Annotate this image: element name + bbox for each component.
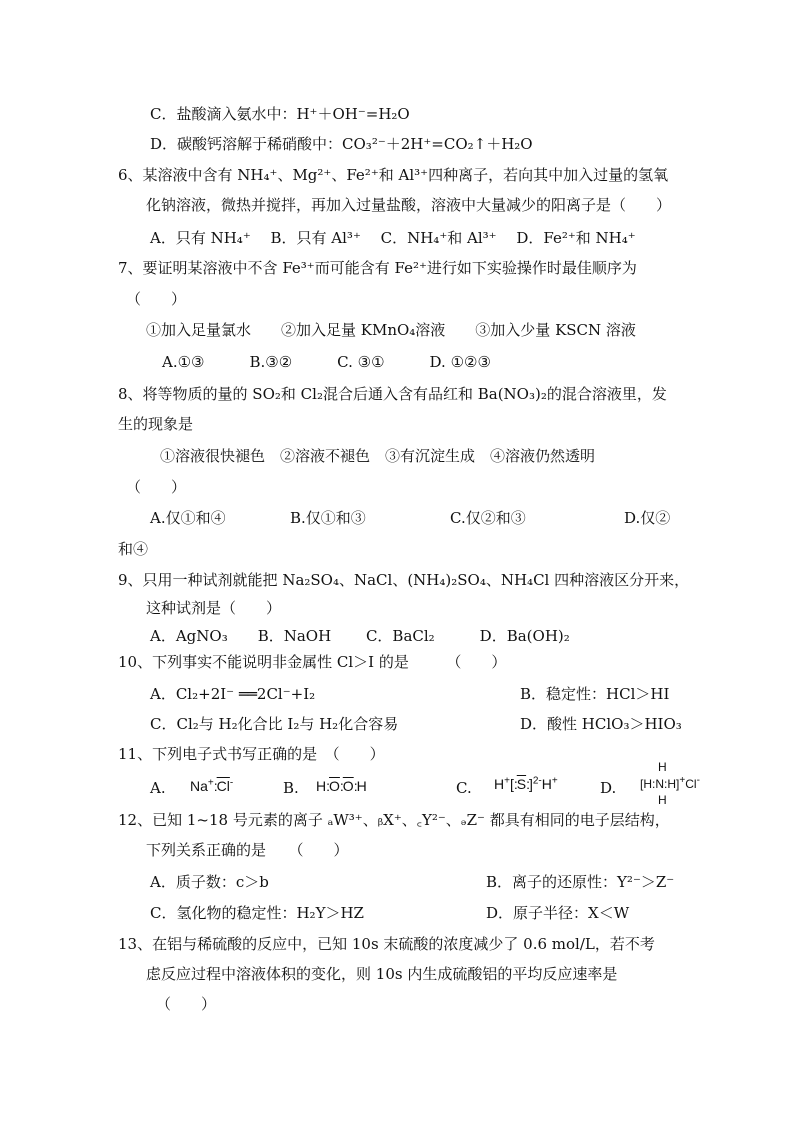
q11-b-h1: H <box>316 778 327 794</box>
q11-b-o2: $\overline{O}$ <box>342 778 354 794</box>
q11-formula-c: $H^+[:\overline{S}:]^{2-}H^+$ <box>494 775 558 792</box>
question-8-phenomena: ①溶液很快褪色 ②溶液不褪色 ③有沉淀生成 ④溶液仍然透明 <box>160 447 596 465</box>
question-6-line1: 6、某溶液中含有 NH₄⁺、Mg²⁺、Fe²⁺和 Al³⁺四种离子，若向其中加入过量的氢氧 <box>118 166 669 184</box>
question-12-option-a: A．质子数：c＞b <box>150 873 269 891</box>
question-13-blank: （ ） <box>156 995 217 1013</box>
q11-c-sulfur: $\overline{S}$ <box>516 776 527 792</box>
q11-d-h-top: H <box>658 760 667 774</box>
question-8-line2: 生的现象是 <box>118 415 194 433</box>
q11-formula-d <box>640 760 720 810</box>
question-7-steps: ①加入足量氯水 ②加入足量 KMnO₄溶液 ③加入少量 KSCN 溶液 <box>146 321 636 339</box>
question-9-options: A．AgNO₃ B．NaOH C．BaCl₂ D．Ba(OH)₂ <box>150 627 570 645</box>
option-5d: D．碳酸钙溶解于稀硝酸中：CO₃²⁻＋2H⁺=CO₂↑＋H₂O <box>150 135 533 153</box>
question-12-option-d: D．原子半径：X＜W <box>486 904 630 922</box>
q11-a-sodium: Na <box>190 778 208 794</box>
question-8-option-a: A.仅①和④ <box>150 509 226 527</box>
question-10-stem: 10、下列事实不能说明非金属性 Cl＞I 的是 （ ） <box>118 653 507 671</box>
question-6-line2: 化钠溶液，微热并搅拌，再加入过量盐酸，溶液中大量减少的阳离子是（ ） <box>146 196 672 214</box>
q11-formula-b: $H:\overline{O}:\overline{O}:H$ <box>316 778 367 794</box>
question-8-option-d: D.仅② <box>624 509 671 527</box>
q11-formula-a: $Na^+:\overline{Cl}^-$ <box>190 777 234 794</box>
question-13-line1: 13、在铝与稀硫酸的反应中，已知 10s 末硫酸的浓度减少了 0.6 mol/L，若不考 <box>118 935 655 953</box>
question-8-option-c: C.仅②和③ <box>450 509 526 527</box>
question-9-line2: 这种试剂是（ ） <box>146 599 282 617</box>
option-5c: C．盐酸滴入氨水中：H⁺＋OH⁻=H₂O <box>150 105 410 123</box>
q11-option-c-label: C. <box>456 779 472 797</box>
question-6-options: A．只有 NH₄⁺ B．只有 Al³⁺ C．NH₄⁺和 Al³⁺ D．Fe²⁺和 NH₄⁺ <box>150 229 636 247</box>
question-10-option-c: C．Cl₂与 H₂化合比 I₂与 H₂化合容易 <box>150 715 399 733</box>
question-12-line2: 下列关系正确的是 （ ） <box>146 841 349 859</box>
question-8-option-d-cont: 和④ <box>118 540 149 558</box>
q11-a-colon: : <box>213 778 217 794</box>
question-7-options: A.①③ B.③② C. ③① D. ①②③ <box>162 353 491 371</box>
q11-c-h2: H <box>541 776 552 792</box>
question-10-option-b: B．稳定性：HCl＞HI <box>520 685 670 703</box>
question-12-line1: 12、已知 1~18 号元素的离子 ₐW³⁺、ᵦX⁺、꜀Y²⁻、ₔZ⁻ 都具有相同的电子层结构， <box>118 811 670 829</box>
question-12-option-b: B．离子的还原性：Y²⁻＞Z⁻ <box>486 873 675 891</box>
question-7-blank: （ ） <box>126 290 187 308</box>
q11-option-b-label: B. <box>283 779 299 797</box>
question-10-option-a: A．Cl₂+2I⁻ ══2Cl⁻+I₂ <box>150 685 316 703</box>
question-10-option-d: D．酸性 HClO₃＞HIO₃ <box>520 715 682 733</box>
question-13-line2: 虑反应过程中溶液体积的变化，则 10s 内生成硫酸铝的平均反应速率是 <box>146 965 618 983</box>
q11-d-h-bot: H <box>658 793 667 807</box>
question-9-line1: 9、只用一种试剂就能把 Na₂SO₄、NaCl、(NH₄)₂SO₄、NH₄Cl 四种溶液区分开来， <box>118 571 690 589</box>
q11-b-h2: H <box>356 778 367 794</box>
question-8-option-b: B.仅①和③ <box>290 509 366 527</box>
q11-c-h1: H <box>494 776 505 792</box>
question-12-option-c: C．氢化物的稳定性：H₂Y＞HZ <box>150 904 364 922</box>
q11-b-o1: $\overline{O}$ <box>329 778 340 794</box>
q11-d-row: [H:N:H]+Cl- <box>640 775 700 791</box>
question-7-line1: 7、要证明某溶液中不含 Fe³⁺而可能含有 Fe²⁺进行如下实验操作时最佳顺序为 <box>118 259 637 277</box>
question-8-line1: 8、将等物质的量的 SO₂和 Cl₂混合后通入含有品红和 Ba(NO₃)₂的混合溶液里，发 <box>118 385 667 403</box>
question-11-stem: 11、下列电子式书写正确的是 （ ） <box>118 745 385 763</box>
q11-option-d-label: D. <box>600 779 617 797</box>
q11-a-chlorine: $\overline{Cl}$ <box>216 778 230 794</box>
q11-option-a-label: A. <box>150 779 166 797</box>
question-8-blank: （ ） <box>126 478 187 496</box>
